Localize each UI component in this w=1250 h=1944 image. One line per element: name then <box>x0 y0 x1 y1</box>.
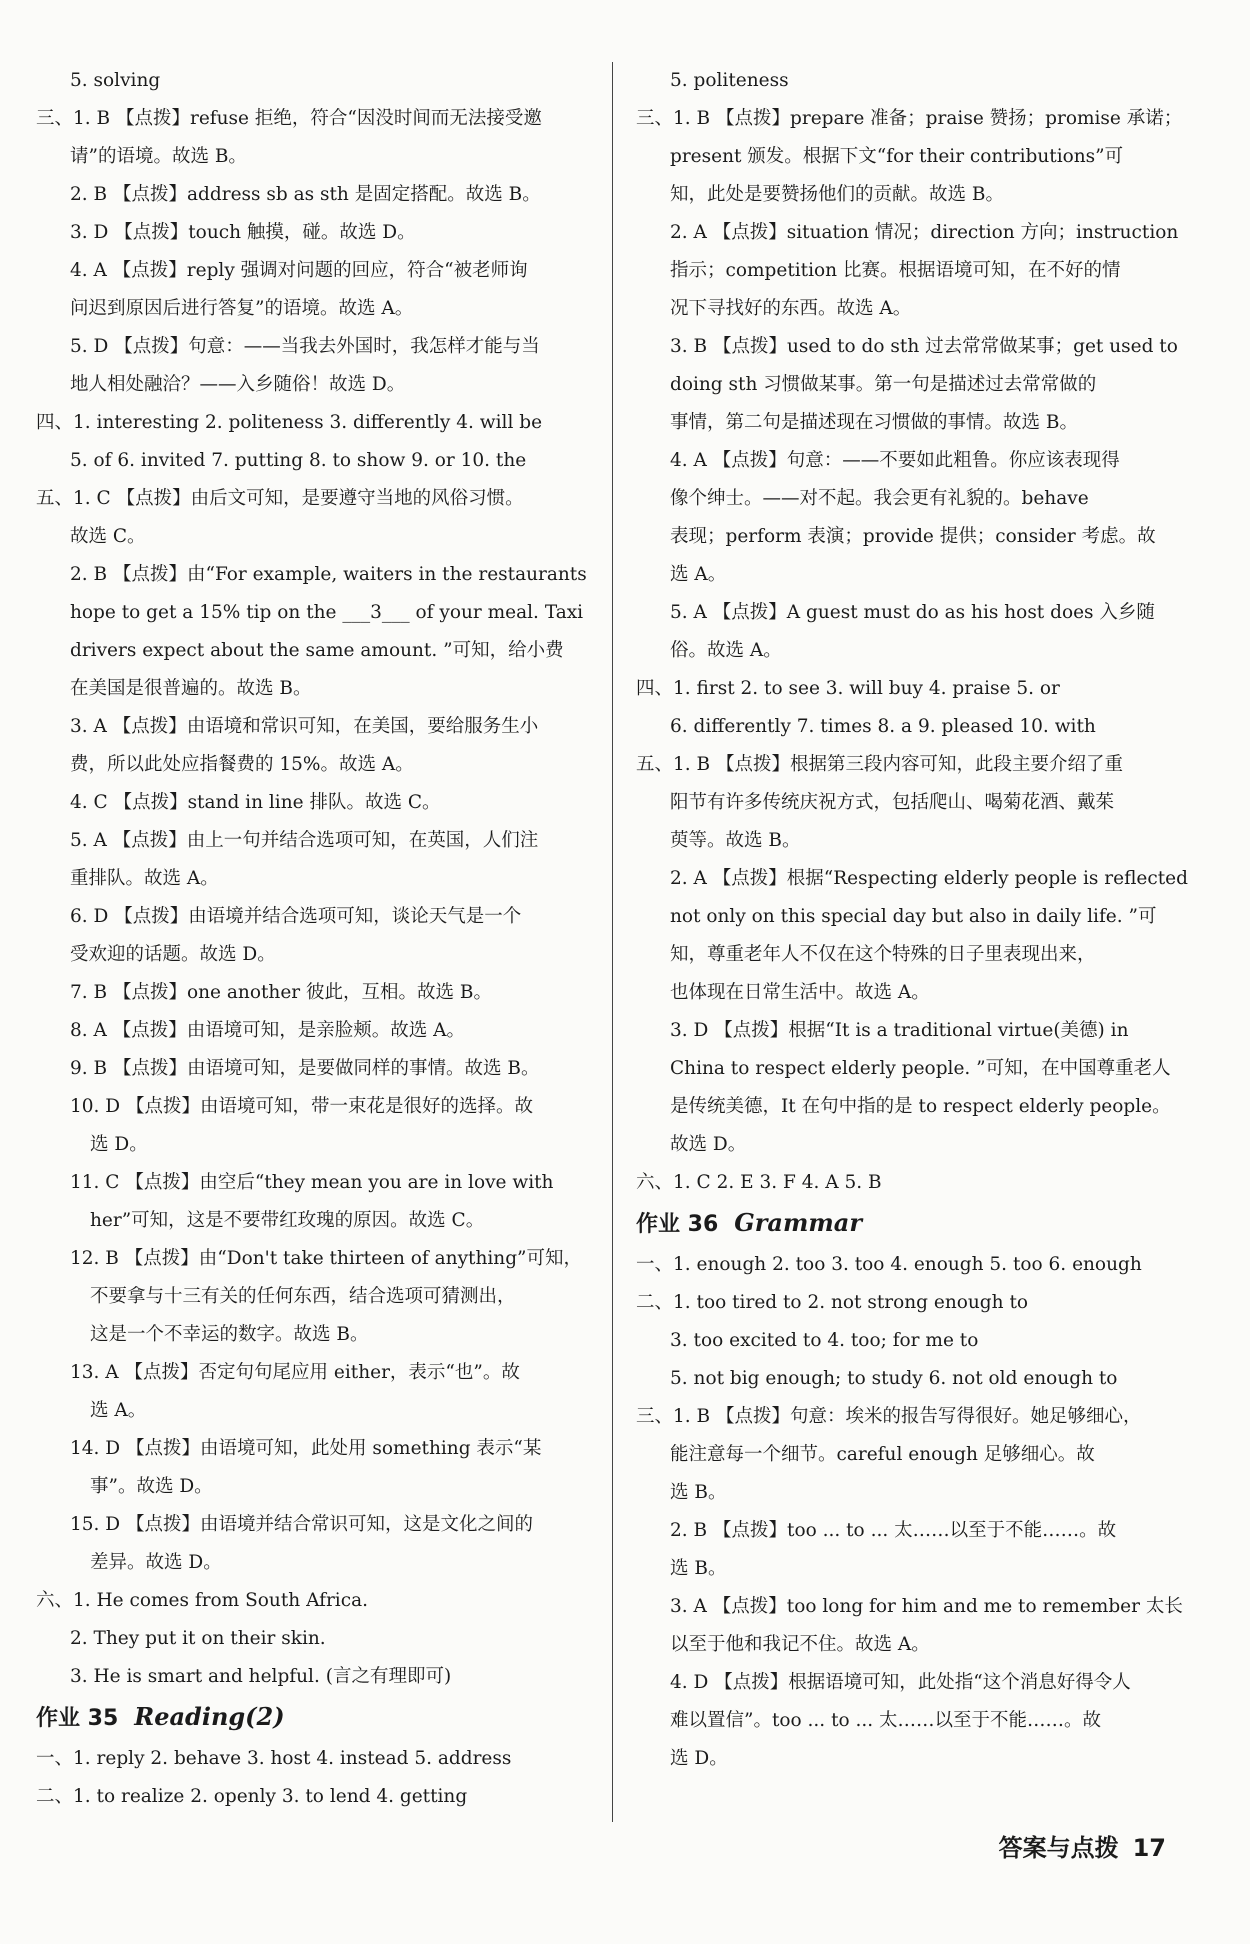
answer-line: 在美国是很普遍的。故选 B。 <box>70 678 312 699</box>
answer-line: 4. A 【点拨】句意：——不要如此粗鲁。你应该表现得 <box>670 450 1120 471</box>
answer-line: 4. C 【点拨】stand in line 排队。故选 C。 <box>70 792 441 813</box>
left-column <box>36 62 596 1816</box>
answer-line: 选 A。 <box>90 1400 147 1421</box>
answer-line: 6. differently 7. times 8. a 9. pleased 10. with <box>670 716 1096 737</box>
answer-line: 5. D 【点拨】句意：——当我去外国时，我怎样才能与当 <box>70 336 540 357</box>
answer-line: 2. A 【点拨】situation 情况；direction 方向；instruction <box>670 222 1179 243</box>
answer-line: 选 A。 <box>670 564 727 585</box>
answer-line: China to respect elderly people. ”可知，在中国尊重老人 <box>670 1058 1171 1079</box>
answer-line: 11. C 【点拨】由空后“they mean you are in love with <box>70 1172 554 1193</box>
answer-line: 3. too excited to 4. too; for me to <box>670 1330 979 1351</box>
answer-line: 二、1. too tired to 2. not strong enough to <box>636 1292 1029 1313</box>
answer-line: 一、1. reply 2. behave 3. host 4. instead 5. address <box>36 1748 512 1769</box>
answer-line: 3. He is smart and helpful. (言之有理即可) <box>70 1666 452 1687</box>
answer-line: 3. D 【点拨】根据“It is a traditional virtue(美德) in <box>670 1020 1129 1041</box>
section-heading-title: Reading(2) <box>134 1702 285 1731</box>
answer-line: 问迟到原因后进行答复”的语境。故选 A。 <box>70 298 414 319</box>
section-heading <box>636 1202 1196 1244</box>
answer-line: 4. A 【点拨】reply 强调对问题的回应，符合“被老师询 <box>70 260 528 281</box>
answer-line: 7. B 【点拨】one another 彼此，互相。故选 B。 <box>70 982 492 1003</box>
column-divider <box>612 62 613 1822</box>
answer-line: 指示；competition 比赛。根据语境可知，在不好的情 <box>670 260 1121 281</box>
answer-line: 8. A 【点拨】由语境可知，是亲脸颊。故选 A。 <box>70 1020 466 1041</box>
answer-line: 12. B 【点拨】由“Don't take thirteen of anything”可知， <box>70 1248 583 1269</box>
answer-line: 二、1. to realize 2. openly 3. to lend 4. getting <box>36 1786 468 1807</box>
answer-line: 以至于他和我记不住。故选 A。 <box>670 1634 930 1655</box>
answer-line: 10. D 【点拨】由语境可知，带一束花是很好的选择。故 <box>70 1096 534 1117</box>
answer-line: 四、1. interesting 2. politeness 3. differently 4. will be <box>36 412 543 433</box>
answer-line: 也体现在日常生活中。故选 A。 <box>670 982 930 1003</box>
answer-line: 15. D 【点拨】由语境并结合常识可知，这是文化之间的 <box>70 1514 534 1535</box>
footer-label: 答案与点拨 <box>998 1834 1119 1862</box>
answer-line: 三、1. B 【点拨】refuse 拒绝，符合“因没时间而无法接受邀 <box>36 108 542 129</box>
answer-line: 一、1. enough 2. too 3. too 4. enough 5. too 6. enough <box>636 1254 1142 1275</box>
answer-line: 六、1. He comes from South Africa. <box>36 1590 368 1611</box>
answer-line: 9. B 【点拨】由语境可知，是要做同样的事情。故选 B。 <box>70 1058 540 1079</box>
answer-line: 2. They put it on their skin. <box>70 1628 326 1649</box>
answer-line: 难以置信”。too ... to ... 太……以至于不能……。故 <box>670 1710 1102 1731</box>
answer-line: 故选 D。 <box>670 1134 747 1155</box>
answer-line: 重排队。故选 A。 <box>70 868 219 889</box>
answer-line: 请”的语境。故选 B。 <box>70 146 247 167</box>
answer-line: present 颁发。根据下文“for their contributions”可 <box>670 146 1124 167</box>
answer-line: 事”。故选 D。 <box>90 1476 213 1497</box>
answer-line: 知，尊重老年人不仅在这个特殊的日子里表现出来， <box>670 944 1096 965</box>
answer-line: 受欢迎的话题。故选 D。 <box>70 944 276 965</box>
answer-line: 14. D 【点拨】由语境可知，此处用 something 表示“某 <box>70 1438 542 1459</box>
answer-line: her”可知，这是不要带红玫瑰的原因。故选 C。 <box>90 1210 485 1231</box>
answer-line: doing sth 习惯做某事。第一句是描述过去常常做的 <box>670 374 1097 395</box>
answer-line: 2. A 【点拨】根据“Respecting elderly people is reflected <box>670 868 1188 889</box>
answer-line: 不要拿与十三有关的任何东西，结合选项可猜测出， <box>90 1286 516 1307</box>
page-number: 17 <box>1132 1834 1166 1862</box>
answer-line: hope to get a 15% tip on the ___3___ of your meal. Taxi <box>70 602 584 623</box>
answer-line: 五、1. C 【点拨】由后文可知，是要遵守当地的风俗习惯。 <box>36 488 524 509</box>
section-heading-label: 作业 36 <box>636 1212 719 1237</box>
answer-line: 3. B 【点拨】used to do sth 过去常常做某事；get used to <box>670 336 1178 357</box>
answer-line: not only on this special day but also in daily life. ”可 <box>670 906 1157 927</box>
answer-line: 知，此处是要赞扬他们的贡献。故选 B。 <box>670 184 1004 205</box>
answer-line: 像个绅士。——对不起。我会更有礼貌的。behave <box>670 488 1089 509</box>
answer-line: 5. A 【点拨】由上一句并结合选项可知，在英国，人们注 <box>70 830 539 851</box>
answer-line: 故选 C。 <box>70 526 146 547</box>
answer-line: 是传统美德，It 在句中指的是 to respect elderly people。 <box>670 1096 1171 1117</box>
answer-line: 6. D 【点拨】由语境并结合选项可知，谈论天气是一个 <box>70 906 522 927</box>
answer-line: 4. D 【点拨】根据语境可知，此处指“这个消息好得令人 <box>670 1672 1131 1693</box>
answer-line: 2. B 【点拨】too ... to ... 太……以至于不能……。故 <box>670 1520 1117 1541</box>
section-heading-label: 作业 35 <box>36 1706 119 1731</box>
answer-line: 费，所以此处应指餐费的 15%。故选 A。 <box>70 754 414 775</box>
answer-line: 5. politeness <box>670 70 789 91</box>
right-column <box>636 62 1196 1778</box>
answer-line: 地人相处融洽？——入乡随俗！故选 D。 <box>70 374 406 395</box>
page-footer <box>999 1828 1166 1863</box>
answer-line: 阳节有许多传统庆祝方式，包括爬山、喝菊花酒、戴茱 <box>670 792 1115 813</box>
answer-line: 萸等。故选 B。 <box>670 830 801 851</box>
answer-line: 五、1. B 【点拨】根据第三段内容可知，此段主要介绍了重 <box>636 754 1124 775</box>
answer-line: drivers expect about the same amount. ”可知，给小费 <box>70 640 564 661</box>
answer-line: 四、1. first 2. to see 3. will buy 4. praise 5. or <box>636 678 1060 699</box>
answer-line: 5. A 【点拨】A guest must do as his host does 入乡随 <box>670 602 1155 623</box>
answer-line: 3. D 【点拨】touch 触摸，碰。故选 D。 <box>70 222 416 243</box>
answer-line: 事情，第二句是描述现在习惯做的事情。故选 B。 <box>670 412 1078 433</box>
answer-line: 3. A 【点拨】由语境和常识可知，在美国，要给服务生小 <box>70 716 539 737</box>
answer-line: 选 B。 <box>670 1558 727 1579</box>
answer-line: 2. B 【点拨】由“For example, waiters in the restaurants <box>70 564 587 585</box>
answer-line: 3. A 【点拨】too long for him and me to remember 太长 <box>670 1596 1183 1617</box>
answer-line: 俗。故选 A。 <box>670 640 782 661</box>
answer-line: 选 D。 <box>90 1134 148 1155</box>
answer-line: 选 D。 <box>670 1748 728 1769</box>
answer-line: 选 B。 <box>670 1482 727 1503</box>
answer-line: 5. of 6. invited 7. putting 8. to show 9. or 10. the <box>70 450 527 471</box>
answer-line: 三、1. B 【点拨】prepare 准备；praise 赞扬；promise 承诺； <box>636 108 1183 129</box>
section-heading <box>36 1696 596 1738</box>
answer-line: 差异。故选 D。 <box>90 1552 222 1573</box>
section-heading-title: Grammar <box>734 1208 862 1237</box>
answer-line: 这是一个不幸运的数字。故选 B。 <box>90 1324 369 1345</box>
answer-line: 表现；perform 表演；provide 提供；consider 考虑。故 <box>670 526 1156 547</box>
answer-line: 能注意每一个细节。careful enough 足够细心。故 <box>670 1444 1095 1465</box>
answer-line: 三、1. B 【点拨】句意：埃米的报告写得很好。她足够细心， <box>636 1406 1142 1427</box>
answer-line: 13. A 【点拨】否定句句尾应用 either，表示“也”。故 <box>70 1362 520 1383</box>
answer-line: 况下寻找好的东西。故选 A。 <box>670 298 912 319</box>
answer-line: 5. not big enough; to study 6. not old enough to <box>670 1368 1118 1389</box>
answer-line: 5. solving <box>70 70 161 91</box>
answer-line: 六、1. C 2. E 3. F 4. A 5. B <box>636 1172 882 1193</box>
answer-line: 2. B 【点拨】address sb as sth 是固定搭配。故选 B。 <box>70 184 541 205</box>
